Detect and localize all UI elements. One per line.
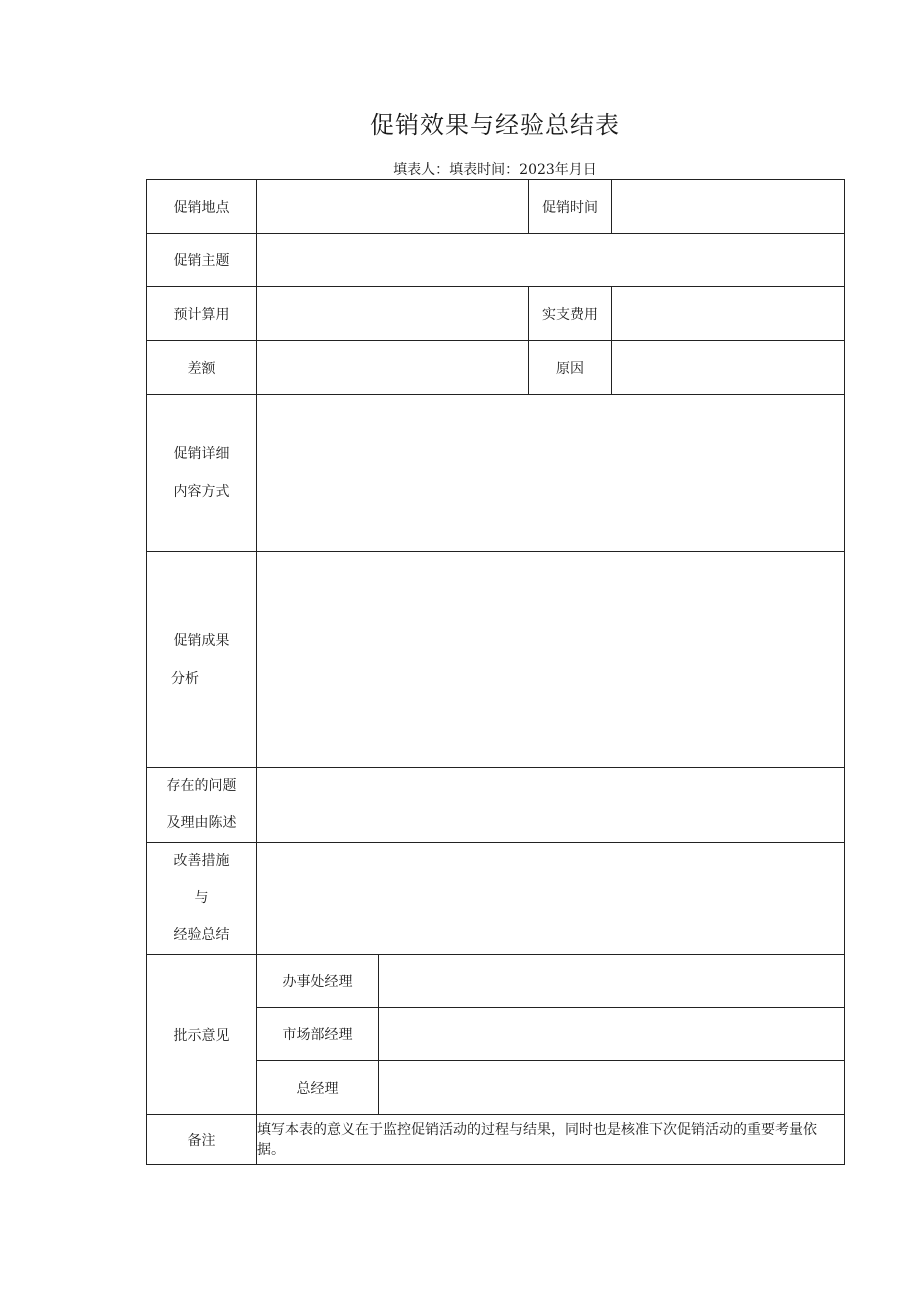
improve-label-line-2: 与 [194, 890, 209, 906]
detail-label-line-1: 促销详细 [173, 446, 230, 462]
reason-field[interactable] [612, 341, 845, 395]
improve-field[interactable] [257, 843, 845, 955]
time-field[interactable] [612, 180, 845, 234]
time-label: 促销时间 [529, 180, 612, 234]
location-label: 促销地点 [147, 180, 257, 234]
detail-field[interactable] [257, 395, 845, 552]
market-manager-field[interactable] [379, 1008, 845, 1061]
row-budget-actual [147, 287, 845, 341]
general-manager-field[interactable] [379, 1061, 845, 1115]
improve-label-line-3: 经验总结 [173, 927, 230, 943]
approval-label: 批示意见 [147, 955, 257, 1115]
summary-form-table [146, 179, 845, 1165]
row-location-time [147, 180, 845, 234]
difference-field[interactable] [257, 341, 529, 395]
remark-text: 填写本表的意义在于监控促销活动的过程与结果，同时也是核准下次促销活动的重要考量依据。 [257, 1115, 845, 1165]
row-theme [147, 234, 845, 287]
result-label-line-2: 分析 [171, 670, 199, 687]
result-label [147, 552, 257, 768]
detail-label [147, 395, 257, 552]
improve-label [147, 843, 257, 955]
theme-label: 促销主题 [147, 234, 257, 287]
row-approval-office [147, 955, 845, 1008]
result-field[interactable] [257, 552, 845, 768]
reason-label: 原因 [529, 341, 612, 395]
remark-label: 备注 [147, 1115, 257, 1165]
theme-field[interactable] [257, 234, 845, 287]
actual-cost-field[interactable] [612, 287, 845, 341]
problem-field[interactable] [257, 768, 845, 843]
problem-label-line-1: 存在的问题 [166, 778, 237, 794]
page-title: 促销效果与经验总结表 [370, 111, 620, 139]
market-manager-label: 市场部经理 [257, 1008, 379, 1061]
result-label-line-1: 促销成果 [173, 632, 230, 649]
row-improve [147, 843, 845, 955]
actual-cost-label: 实支费用 [529, 287, 612, 341]
row-detail [147, 395, 845, 552]
form-subtitle: 填表人：填表时间：2023年月日 [393, 162, 597, 178]
difference-label: 差额 [147, 341, 257, 395]
office-manager-label: 办事处经理 [257, 955, 379, 1008]
problem-label [147, 768, 257, 843]
office-manager-field[interactable] [379, 955, 845, 1008]
row-problem [147, 768, 845, 843]
row-remark [147, 1115, 845, 1165]
problem-label-line-2: 及理由陈述 [166, 815, 237, 831]
row-diff-reason [147, 341, 845, 395]
general-manager-label: 总经理 [257, 1061, 379, 1115]
location-field[interactable] [257, 180, 529, 234]
row-result [147, 552, 845, 768]
detail-label-line-2: 内容方式 [173, 484, 230, 500]
budget-label: 预计算用 [147, 287, 257, 341]
budget-field[interactable] [257, 287, 529, 341]
improve-label-line-1: 改善措施 [173, 853, 230, 869]
